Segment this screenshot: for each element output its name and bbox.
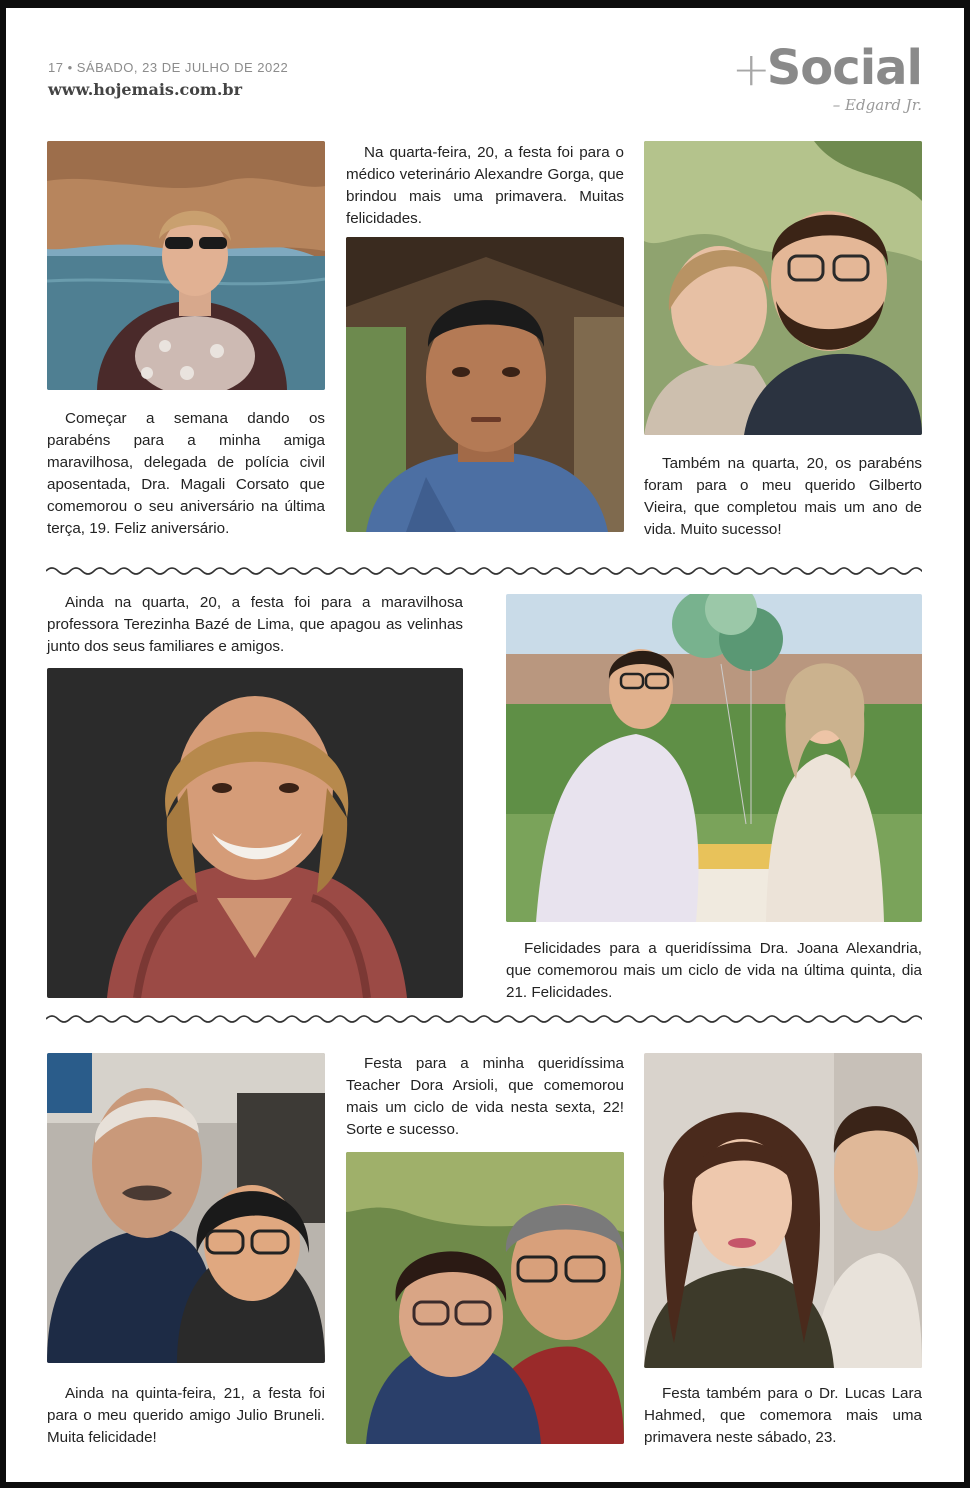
photo-dora — [346, 1152, 624, 1444]
caption-lucas: Festa também para o Dr. Lucas Lara Hahmed, que comemora mais uma primavera neste sábado, 23. — [644, 1385, 922, 1446]
section-divider — [46, 565, 922, 577]
photo-terezinha — [47, 668, 463, 998]
photo-julio — [47, 1053, 325, 1363]
website-url[interactable]: www.hojemais.com.br — [48, 80, 243, 99]
caption-dora: Festa para a minha queridíssima Teacher Dora Arsioli, que comemorou mais um ciclo de vida nesta sexta, 22! Sorte e sucesso. — [346, 1055, 624, 1138]
page-number-date: 17 • SÁBADO, 23 DE JULHO DE 2022 — [48, 60, 289, 75]
caption-terezinha: Ainda na quarta, 20, a festa foi para a maravilhosa professora Terezinha Bazé de Lima, que apagou as velinhas junto dos seus familiares e amigos. — [47, 594, 463, 655]
logo-signature: – Edgard Jr. — [832, 96, 922, 114]
photo-alexandre — [346, 237, 624, 532]
caption-joana: Felicidades para a queridíssima Dra. Joana Alexandria, que comemorou mais um ciclo de vida na última quinta, dia 21. Felicidades. — [506, 940, 922, 1001]
caption-gilberto: Também na quarta, 20, os parabéns foram para o meu querido Gilberto Vieira, que completou mais um ano de vida. Muito sucesso! — [644, 455, 922, 538]
caption-magali: Começar a semana dando os parabéns para a minha amiga maravilhosa, delegada de polícia civil aposentada, Dra. Magali Corsato que comemorou o seu aniversário na última terça, 19. Feliz aniversário. — [47, 410, 325, 537]
logo-word: Social — [766, 40, 922, 96]
logo-plus: + — [732, 42, 771, 96]
section-divider — [46, 1013, 922, 1025]
photo-magali — [47, 141, 325, 390]
photo-gilberto — [644, 141, 922, 435]
photo-lucas — [644, 1053, 922, 1368]
column-logo — [722, 40, 922, 114]
caption-alexandre: Na quarta-feira, 20, a festa foi para o médico veterinário Alexandre Gorga, que brindou mais uma primavera. Muitas felicidades. — [346, 144, 624, 227]
caption-julio: Ainda na quinta-feira, 21, a festa foi para o meu querido amigo Julio Bruneli. Muita felicidade! — [47, 1385, 325, 1446]
photo-joana — [506, 594, 922, 922]
